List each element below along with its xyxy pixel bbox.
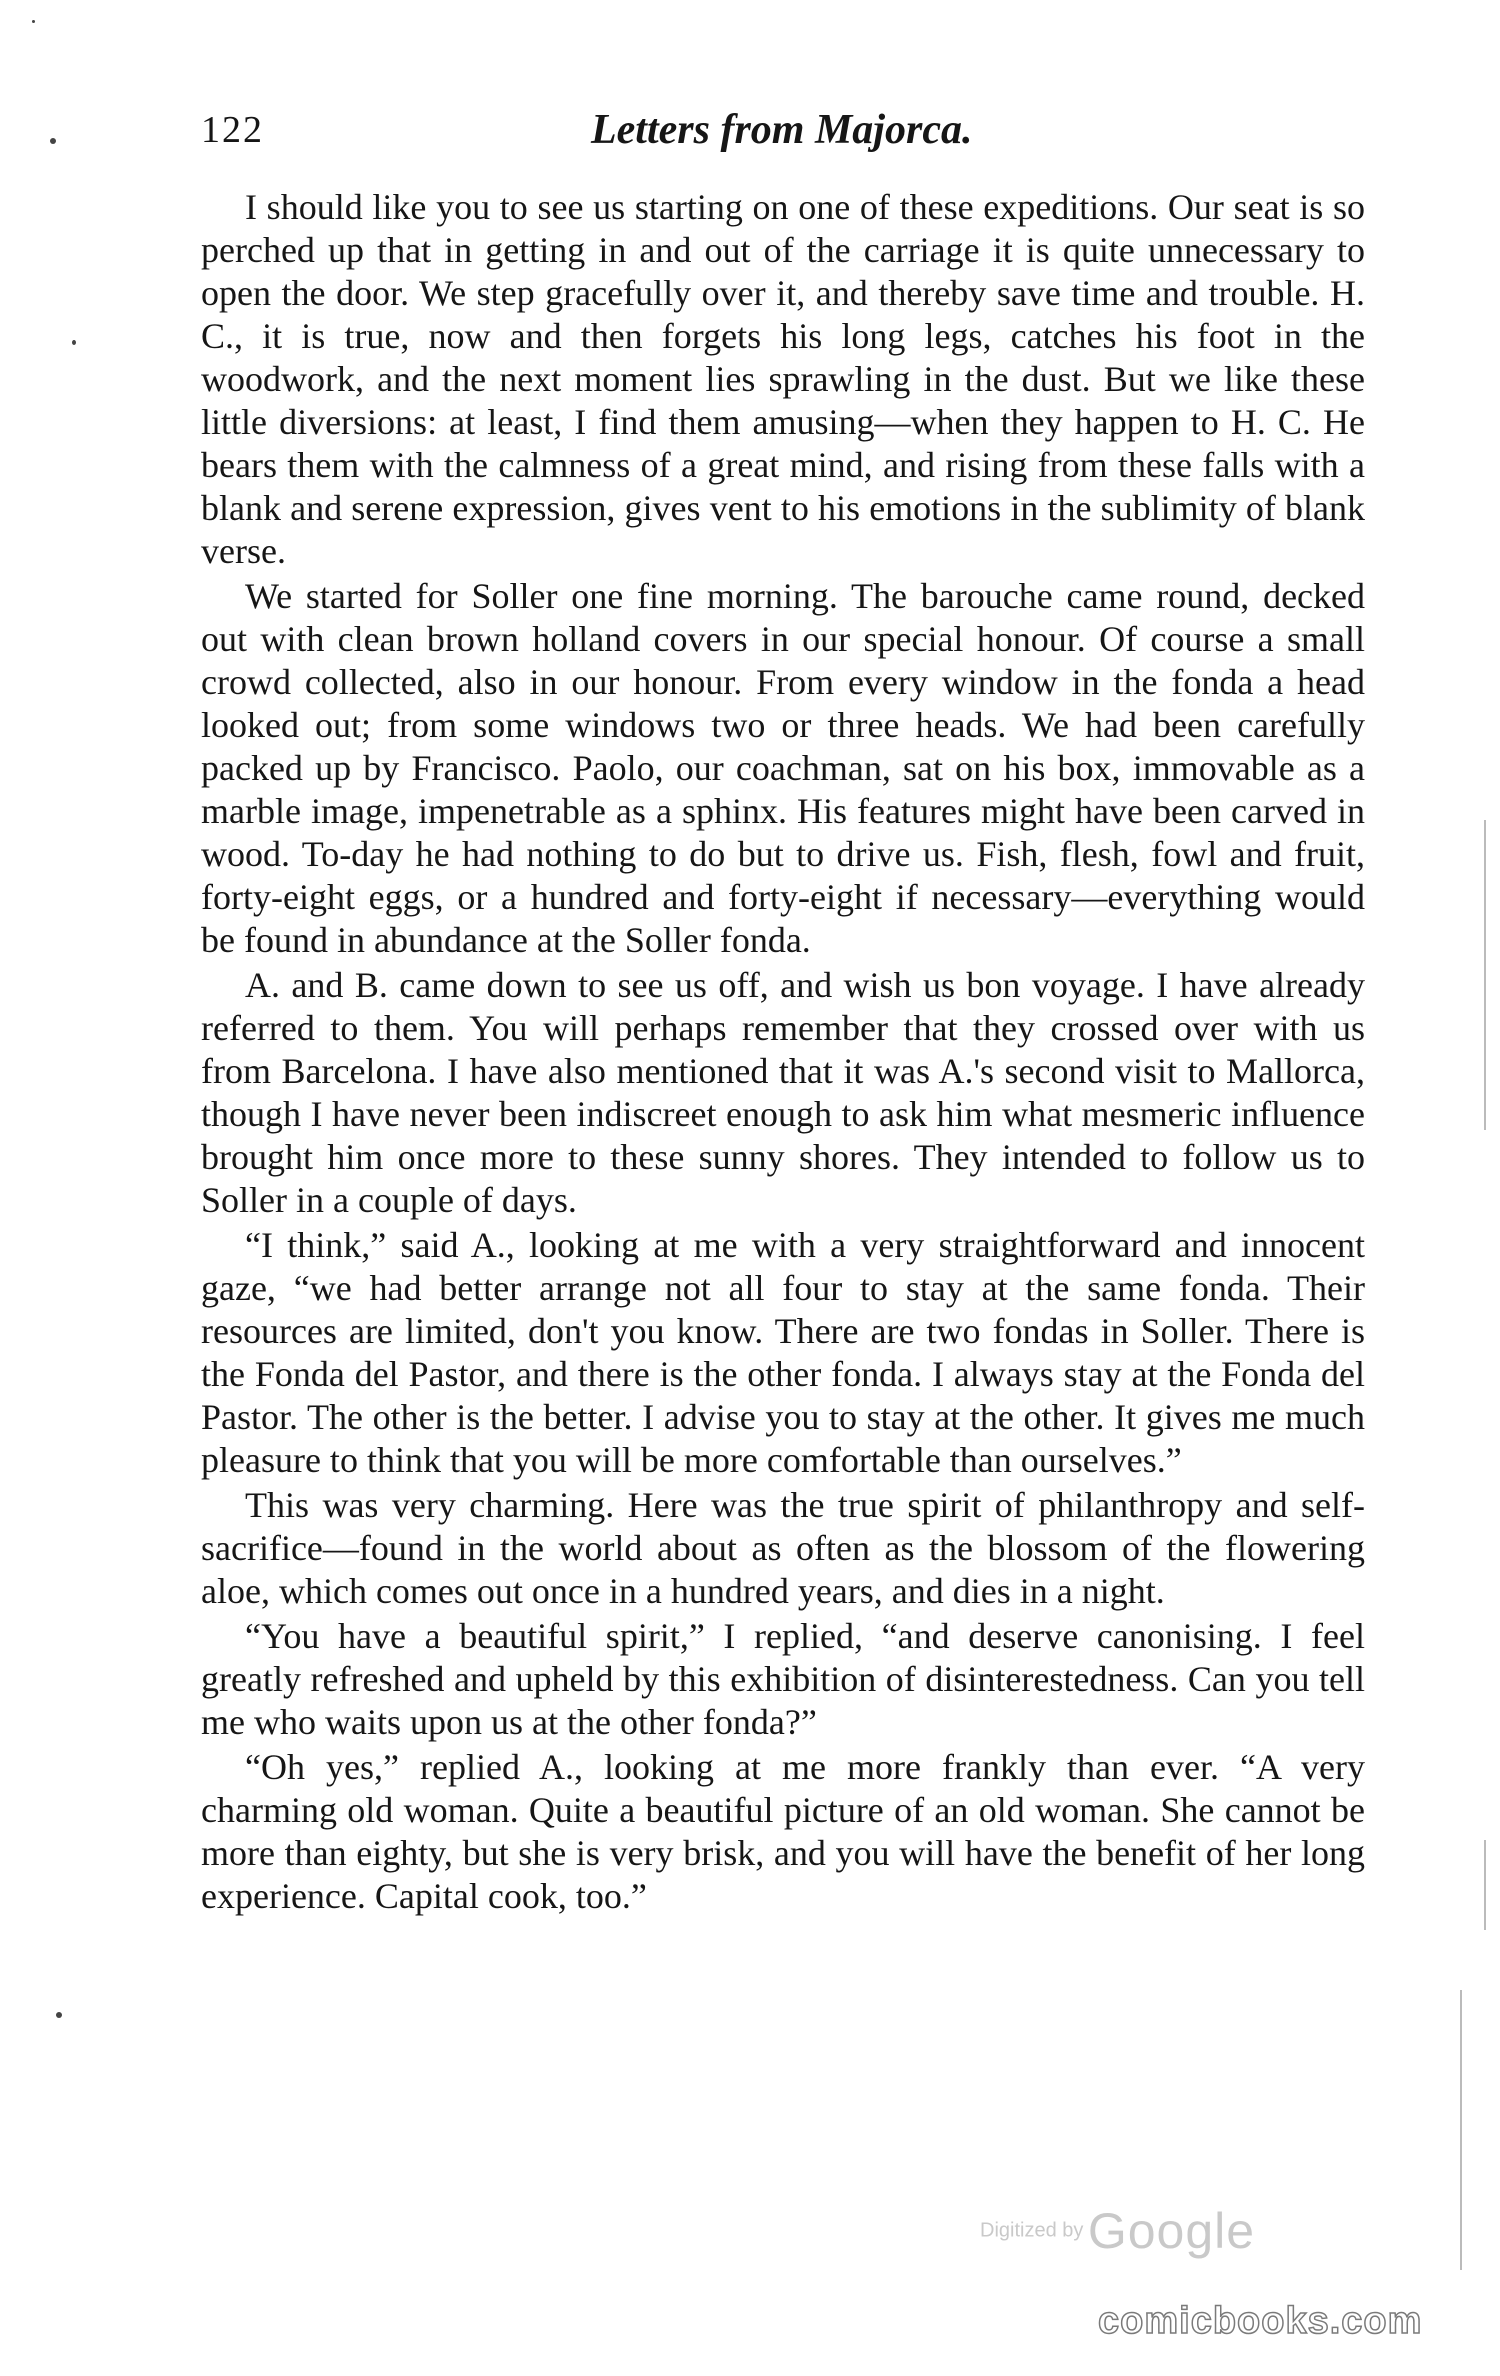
margin-rule <box>1484 1840 1486 1930</box>
paragraph: “Oh yes,” replied A., looking at me more frankly than ever. “A very charming old woman. Quite a beautiful picture of an old woman. She cannot be more than eighty, but she is very brisk, and you will have the benefit of her long experience. Capital cook, too.” <box>201 1747 1365 1916</box>
paragraph: A. and B. came down to see us off, and wish us bon voyage. I have already referred to them. You will perhaps remember that they crossed over with us from Barcelona. I have also mentioned that it was A.'s second visit to Mallorca, though I have never been indiscreet enough to ask him what mesmeric influence brought him once more to these sunny shores. They intended to follow us to Soller in a couple of days. <box>201 965 1365 1220</box>
running-title: Letters from Majorca. <box>591 107 973 153</box>
paragraph: “I think,” said A., looking at me with a very straightforward and innocent gaze, “we had better arrange not all four to stay at the same fonda. Their resources are limited, don't you know. There are two fondas in Soller. There is the Fonda del Pastor, and there is the other fonda. I always stay at the Fonda del Pastor. The other is the better. I advise you to stay at the other. It gives me much pleasure to think that you will be more comfortable than ourselves.” <box>201 1225 1365 1480</box>
paragraph: I should like you to see us starting on one of these expeditions. Our seat is so perched up that in getting in and out of the carriage it is quite unnecessary to open the door. We step gracefully over it, and thereby save time and trouble. H. C., it is true, now and then forgets his long legs, catches his foot in the woodwork, and the next moment lies sprawling in the dust. But we like these little diversions: at least, I find them amusing—when they happen to H. C. He bears them with the calmness of a great mind, and rising from these falls with a blank and serene expression, gives vent to his emotions in the sublimity of blank verse. <box>201 187 1365 571</box>
paragraph: “You have a beautiful spirit,” I replied, “and deserve canonising. I feel greatly refreshed and upheld by this exhibition of disinterestedness. Can you tell me who waits upon us at the other fonda?” <box>201 1616 1365 1742</box>
source-watermark: comicbooks.com <box>1098 2300 1423 2342</box>
digitized-watermark <box>980 2202 1255 2260</box>
margin-rule <box>1484 820 1486 1130</box>
paragraph: This was very charming. Here was the true spirit of philanthropy and self-sacrifice—found in the world about as often as the blossom of the flowering aloe, which comes out once in a hundred years, and dies in a night. <box>201 1485 1365 1611</box>
page-header <box>201 102 1361 162</box>
margin-dot <box>72 340 76 345</box>
margin-dot <box>50 138 56 144</box>
watermark-prefix: Digitized by <box>980 2219 1084 2242</box>
margin-rule <box>1460 1990 1462 2270</box>
watermark-brand: Google <box>1087 2203 1256 2259</box>
body-text <box>201 186 1365 1920</box>
page-number: 122 <box>201 109 264 151</box>
paragraph: We started for Soller one fine morning. The barouche came round, decked out with clean brown holland covers in our special honour. Of course a small crowd collected, also in our honour. From every window in the fonda a head looked out; from some windows two or three heads. We had been carefully packed up by Francisco. Paolo, our coachman, sat on his box, immovable as a marble image, impenetrable as a sphinx. His features might have been carved in wood. To-day he had nothing to do but to drive us. Fish, flesh, fowl and fruit, forty-eight eggs, or a hundred and forty-eight if necessary—everything would be found in abundance at the Soller fonda. <box>201 576 1365 960</box>
margin-dot <box>56 2012 62 2018</box>
margin-dot <box>32 20 35 23</box>
